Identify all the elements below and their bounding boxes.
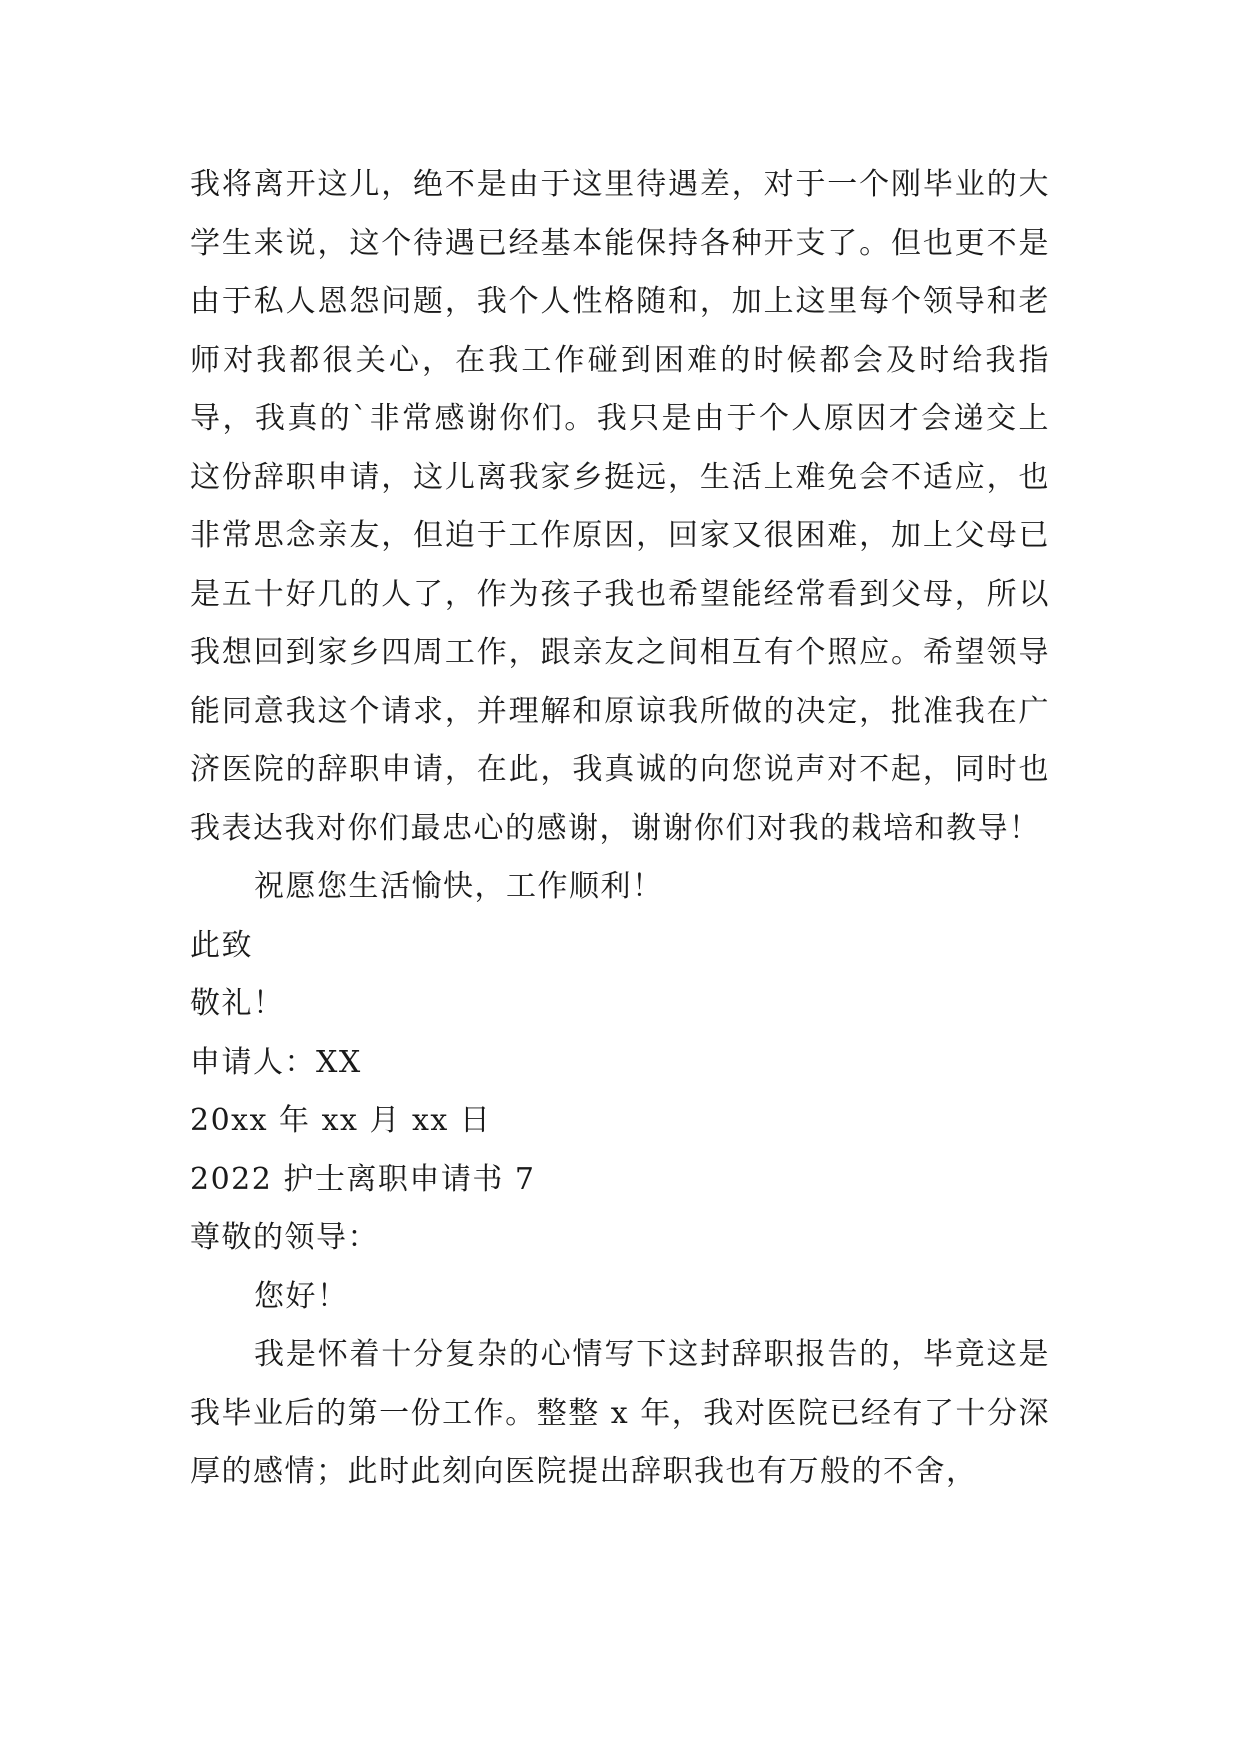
document-body xyxy=(190,156,1050,1502)
applicant-line: 申请人：XX xyxy=(190,1044,362,1080)
body-paragraph: 我是怀着十分复杂的心情写下这封辞职报告的，毕竟这是我毕业后的第一份工作。整整 x 年，我对医院已经有了十分深厚的感情；此时此刻向医院提出辞职我也有万般的不舍， xyxy=(190,1337,1050,1489)
closing-salute: 敬礼！ xyxy=(190,986,285,1021)
closing-line: 此致 xyxy=(190,927,253,963)
greeting-line: 您好！ xyxy=(254,1278,349,1314)
salutation-line: 尊敬的领导： xyxy=(190,1220,379,1255)
wish-line: 祝愿您生活愉快，工作顺利！ xyxy=(254,869,664,904)
section-title: 2022 护士离职申请书 7 xyxy=(190,1161,536,1197)
body-paragraph: 我将离开这儿，绝不是由于这里待遇差，对于一个刚毕业的大学生来说，这个待遇已经基本能保持各种开支了。但也更不是由于私人恩怨问题，我个人性格随和，加上这里每个领导和老师对我都很关心，在我工作碰到困难的时候都会及时给我指导，我真的`非常感谢你们。我只是由于个人原因才会递交上这份辞职申请，这儿离我家乡挺远，生活上难免会不适应，也非常思念亲友，但迫于工作原因，回家又很困难，加上父母已是五十好几的人了，作为孩子我也希望能经常看到父母，所以我想回到家乡四周工作，跟亲友之间相互有个照应。希望领导能同意我这个请求，并理解和原谅我所做的决定，批准我在广济医院的辞职申请，在此，我真诚的向您说声对不起，同时也我表达我对你们最忠心的感谢，谢谢你们对我的栽培和教导！ xyxy=(190,167,1050,846)
date-line: 20xx 年 xx 月 xx 日 xyxy=(190,1103,492,1138)
